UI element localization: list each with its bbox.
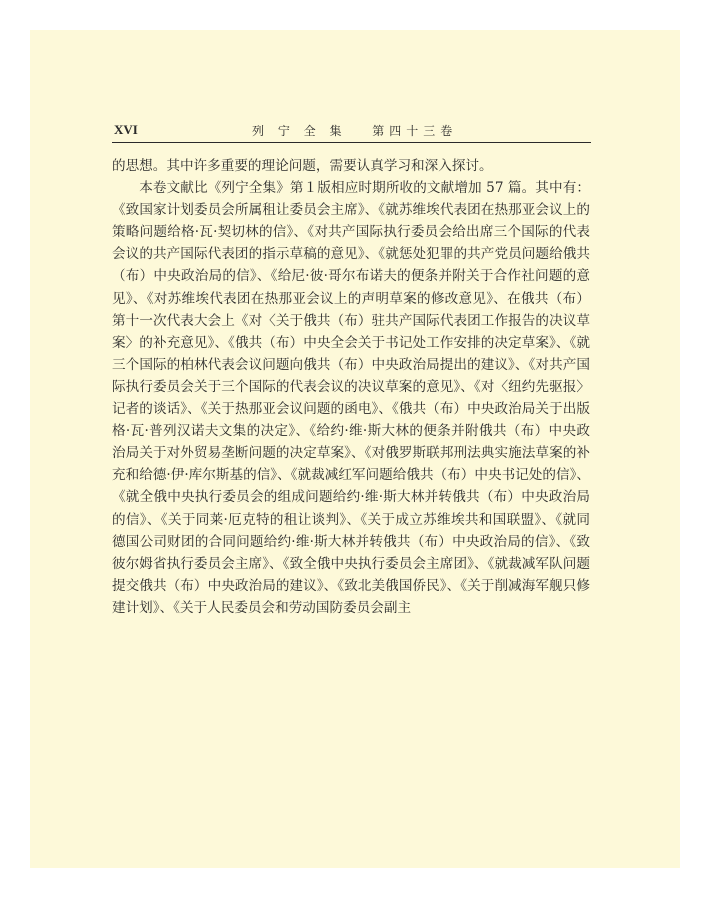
page-number: XVI xyxy=(114,122,138,137)
body-text xyxy=(112,155,590,619)
paragraph: 本卷文献比《列宁全集》第１版相应时期所收的文献增加 57 篇。其中有：《致国家计划委员会所属租让委员会主席》、《就苏维埃代表团在热那亚会议上的策略问题给格·瓦·契切林的信》、《对共产国际执行委员会给出席三个国际的代表会议的共产国际代表团的指示草稿的意见》、《就惩处犯罪的共产党员问题给俄共（布）中央政治局的信》、《给尼·彼·哥尔布诺夫的便条并附关于合作社问题的意见》、《对苏维埃代表团在热那亚会议上的声明草案的修改意见》、在俄共（布）第十一次代表大会上《对〈关于俄共（布）驻共产国际代表团工作报告的决议草案〉的补充意见》、《俄共（布）中央全会关于书记处工作安排的决定草案》、《就三个国际的柏林代表会议问题向俄共（布）中央政治局提出的建议》、《对共产国际执行委员会关于三个国际的代表会议的决议草案的意见》、《对〈纽约先驱报〉记者的谈话》、《关于热那亚会议问题的函电》、《俄共（布）中央政治局关于出版格·瓦·普列汉诺夫文集的决定》、《给约·维·斯大林的便条并附俄共（布）中央政治局关于对外贸易垄断问题的决定草案》、《对俄罗斯联邦刑法典实施法草案的补充和给德·伊·库尔斯基的信》、《就裁减红军问题给俄共（布）中央书记处的信》、《就全俄中央执行委员会的组成问题给约·维·斯大林并转俄共（布）中央政治局的信》、《关于同莱·厄克特的租让谈判》、《关于成立苏维埃共和国联盟》、《就同德国公司财团的合同问题给约·维·斯大林并转俄共（布）中央政治局的信》、《致彼尔姆省执行委员会主席》、《致全俄中央执行委员会主席团》、《就裁减军队问题提交俄共（布）中央政治局的建议》、《致北美俄国侨民》、《关于削减海军舰只修建计划》、《关于人民委员会和劳动国防委员会副主 xyxy=(112,180,590,616)
paragraph-continuation: 的思想。其中许多重要的理论问题，需要认真学习和深入探讨。 xyxy=(112,158,493,174)
page-header xyxy=(112,118,591,143)
running-title: 列 宁 全 集 第四十三卷 xyxy=(252,124,458,138)
